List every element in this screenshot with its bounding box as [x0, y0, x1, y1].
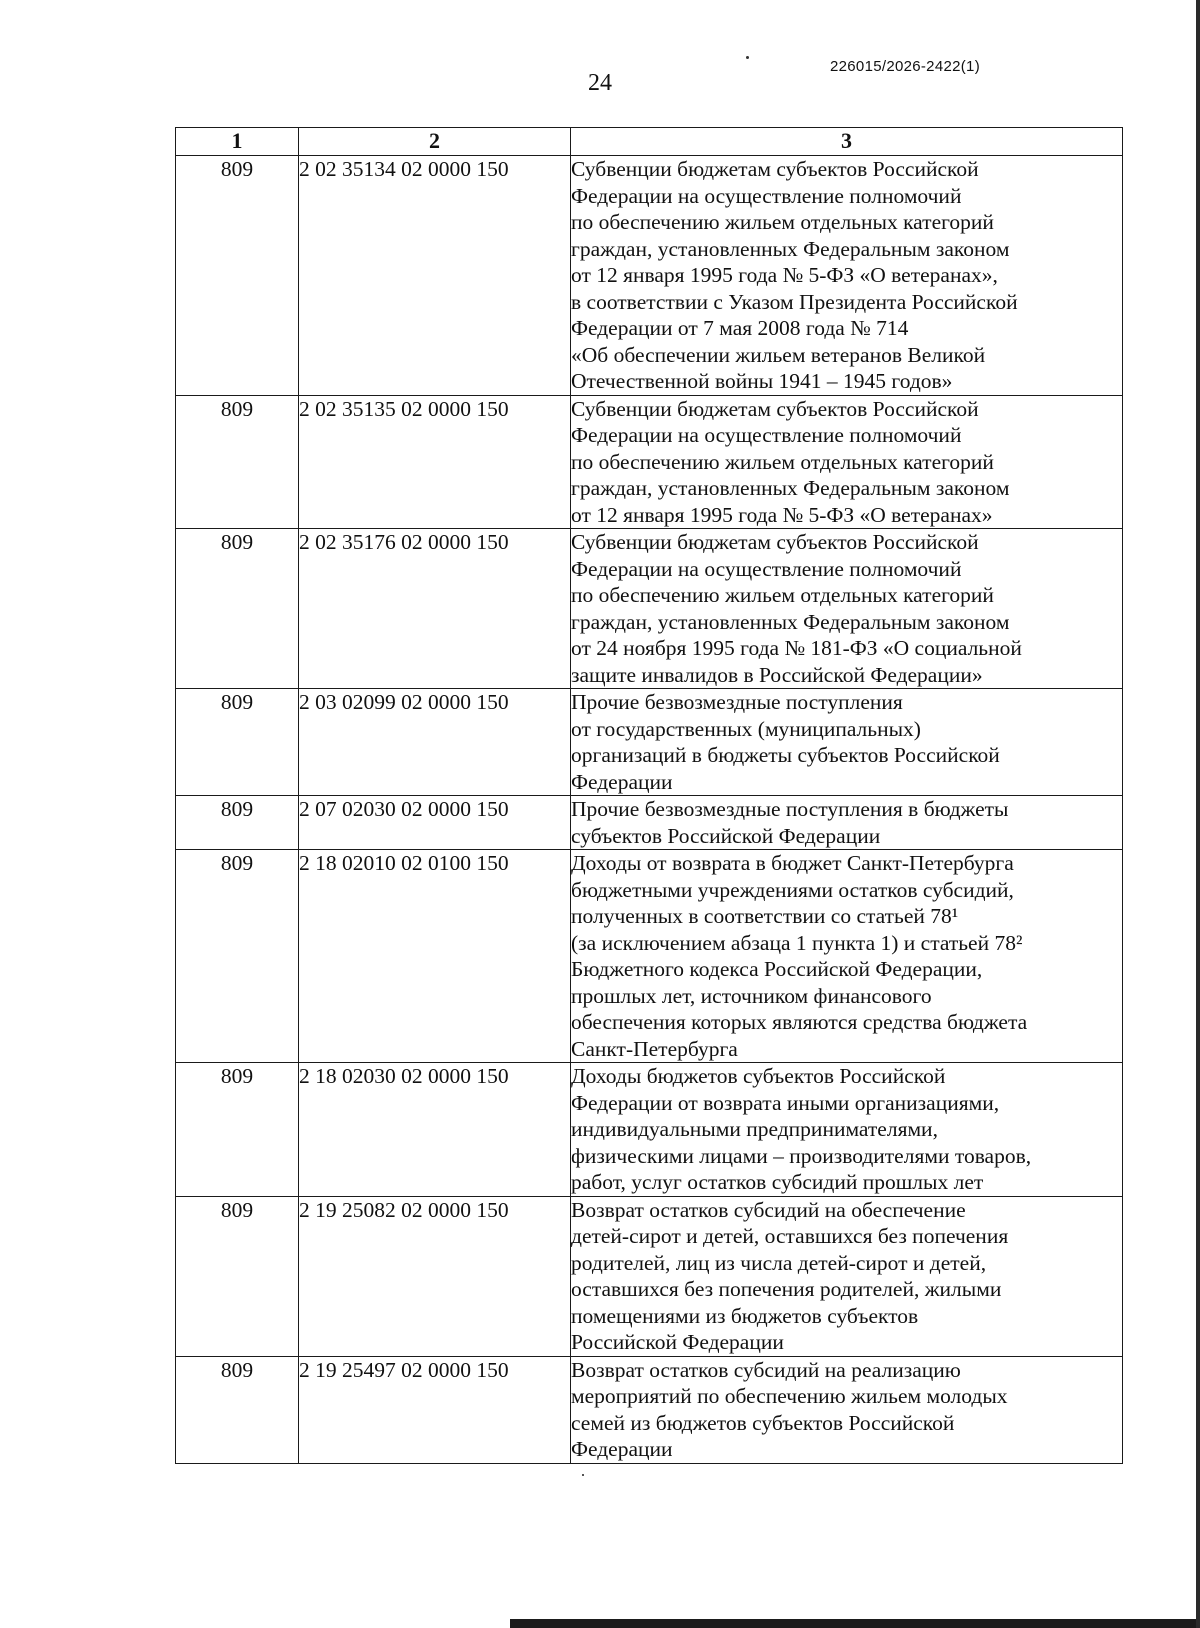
revenue-name-cell — [571, 689, 1123, 796]
revenue-name-line: Бюджетного кодекса Российской Федерации, — [571, 957, 983, 981]
revenue-name-line: Прочие безвозмездные поступления в бюджеты — [571, 797, 1009, 821]
scan-border-bottom — [510, 1619, 1200, 1628]
table-row — [176, 156, 1123, 396]
revenue-name-line: семей из бюджетов субъектов Российской — [571, 1410, 955, 1435]
revenue-name-cell — [571, 156, 1123, 396]
scan-speck — [746, 56, 749, 59]
revenue-name-line: родителей, лиц из числа детей-сирот и детей, — [571, 1250, 987, 1275]
revenue-name-cell — [571, 1063, 1123, 1197]
revenue-name-line: индивидуальными предпринимателями, — [571, 1117, 938, 1141]
revenue-name-line: Субвенции бюджетам субъектов Российской — [571, 530, 979, 554]
admin-code-cell: 809 — [176, 395, 299, 529]
revenue-name-line: обеспечения которых являются средства бюджета — [571, 1010, 1028, 1034]
revenue-name-line: Доходы от возврата в бюджет Санкт-Петербурга — [571, 851, 1014, 875]
revenue-code-cell: 2 02 35176 02 0000 150 — [299, 529, 571, 689]
revenue-name-line: по обеспечению жильем отдельных категорий — [571, 210, 994, 234]
revenue-name-cell — [571, 850, 1123, 1063]
revenue-name-line: от государственных (муниципальных) — [571, 716, 921, 741]
document-code: 226015/2026-2422(1) — [830, 58, 980, 75]
admin-code-cell: 809 — [176, 796, 299, 850]
revenue-name-cell — [571, 1356, 1123, 1463]
table-row — [176, 1196, 1123, 1356]
revenue-name-line: граждан, установленных Федеральным законом — [571, 609, 1010, 634]
revenue-name-line: Субвенции бюджетам субъектов Российской — [571, 157, 979, 181]
admin-code-cell: 809 — [176, 156, 299, 396]
revenue-name-line: по обеспечению жильем отдельных категорий — [571, 583, 994, 607]
revenue-code-cell: 2 19 25497 02 0000 150 — [299, 1356, 571, 1463]
revenue-name-line: от 24 ноября 1995 года № 181-ФЗ «О социальной — [571, 636, 1022, 660]
revenue-name-line: детей-сирот и детей, оставшихся без попечения — [571, 1224, 1009, 1248]
scan-speck — [582, 1474, 584, 1476]
admin-code-cell: 809 — [176, 1063, 299, 1197]
revenue-name-line: полученных в соответствии со статьей 78¹ — [571, 904, 959, 928]
revenue-code-cell: 2 18 02030 02 0000 150 — [299, 1063, 571, 1197]
revenue-name-line: Федерации — [571, 1437, 673, 1461]
revenue-name-line: бюджетными учреждениями остатков субсидий, — [571, 877, 1014, 902]
admin-code-cell: 809 — [176, 1356, 299, 1463]
table-row — [176, 689, 1123, 796]
revenue-name-line: оставшихся без попечения родителей, жилыми — [571, 1277, 1002, 1301]
table-row — [176, 1063, 1123, 1197]
revenue-name-line: Отечественной войны 1941 – 1945 годов» — [571, 369, 953, 393]
revenue-name-line: Федерации на осуществление полномочий — [571, 556, 962, 581]
revenue-name-line: Федерации на осуществление полномочий — [571, 423, 962, 447]
revenue-name-line: граждан, установленных Федеральным законом — [571, 476, 1010, 500]
revenue-name-cell — [571, 395, 1123, 529]
admin-code-cell: 809 — [176, 1196, 299, 1356]
table-body — [176, 156, 1123, 1464]
revenue-name-cell — [571, 796, 1123, 850]
revenue-name-line: Прочие безвозмездные поступления — [571, 690, 903, 714]
revenue-name-cell — [571, 529, 1123, 689]
revenue-name-line: Субвенции бюджетам субъектов Российской — [571, 396, 979, 421]
revenue-code-cell: 2 02 35135 02 0000 150 — [299, 395, 571, 529]
revenue-name-line: Возврат остатков субсидий на обеспечение — [571, 1197, 966, 1222]
revenue-name-line: субъектов Российской Федерации — [571, 823, 881, 848]
revenue-name-line: мероприятий по обеспечению жильем молодых — [571, 1384, 1008, 1408]
revenue-name-line: Федерации на осуществление полномочий — [571, 183, 962, 208]
column-header-2: 2 — [299, 128, 571, 156]
revenue-name-line: Федерации от 7 мая 2008 года № 714 — [571, 316, 909, 340]
revenue-name-line: в соответствии с Указом Президента Российской — [571, 289, 1018, 314]
admin-code-cell: 809 — [176, 529, 299, 689]
revenue-name-line: физическими лицами – производителями товаров, — [571, 1143, 1032, 1168]
revenue-name-line: от 12 января 1995 года № 5-ФЗ «О ветеранах» — [571, 502, 993, 527]
revenue-name-line: защите инвалидов в Российской Федерации» — [571, 662, 983, 687]
revenue-code-cell: 2 02 35134 02 0000 150 — [299, 156, 571, 396]
revenue-name-line: Санкт-Петербурга — [571, 1036, 738, 1061]
admin-code-cell: 809 — [176, 689, 299, 796]
column-header-1: 1 — [176, 128, 299, 156]
revenue-name-line: от 12 января 1995 года № 5-ФЗ «О ветеранах», — [571, 263, 998, 287]
revenue-name-line: Федерации — [571, 769, 673, 794]
revenue-name-line: Российской Федерации — [571, 1330, 784, 1354]
column-header-3: 3 — [571, 128, 1123, 156]
revenue-code-cell: 2 03 02099 02 0000 150 — [299, 689, 571, 796]
revenue-name-line: Федерации от возврата иными организациями, — [571, 1090, 1000, 1115]
revenue-name-line: прошлых лет, источником финансового — [571, 983, 932, 1008]
revenue-name-line: граждан, установленных Федеральным законом — [571, 236, 1010, 261]
table-row — [176, 529, 1123, 689]
revenue-name-line: по обеспечению жильем отдельных категорий — [571, 449, 994, 474]
revenue-name-line: организаций в бюджеты субъектов Российской — [571, 743, 1000, 767]
revenue-code-cell: 2 07 02030 02 0000 150 — [299, 796, 571, 850]
admin-code-cell: 809 — [176, 850, 299, 1063]
revenue-code-cell: 2 19 25082 02 0000 150 — [299, 1196, 571, 1356]
revenue-name-line: «Об обеспечении жильем ветеранов Великой — [571, 342, 986, 367]
revenue-name-line: (за исключением абзаца 1 пункта 1) и статьей 78² — [571, 930, 1023, 955]
revenue-name-line: помещениями из бюджетов субъектов — [571, 1303, 919, 1328]
table-row — [176, 395, 1123, 529]
revenue-name-line: Доходы бюджетов субъектов Российской — [571, 1064, 946, 1088]
table-header-row — [176, 128, 1123, 156]
revenue-codes-table — [175, 127, 1123, 1464]
revenue-name-cell — [571, 1196, 1123, 1356]
page-number: 24 — [588, 70, 612, 96]
table-row — [176, 796, 1123, 850]
revenue-name-line: работ, услуг остатков субсидий прошлых лет — [571, 1170, 984, 1194]
table-row — [176, 1356, 1123, 1463]
revenue-name-line: Возврат остатков субсидий на реализацию — [571, 1357, 961, 1382]
table-row — [176, 850, 1123, 1063]
revenue-code-cell: 2 18 02010 02 0100 150 — [299, 850, 571, 1063]
scan-border-right — [1196, 0, 1200, 1628]
